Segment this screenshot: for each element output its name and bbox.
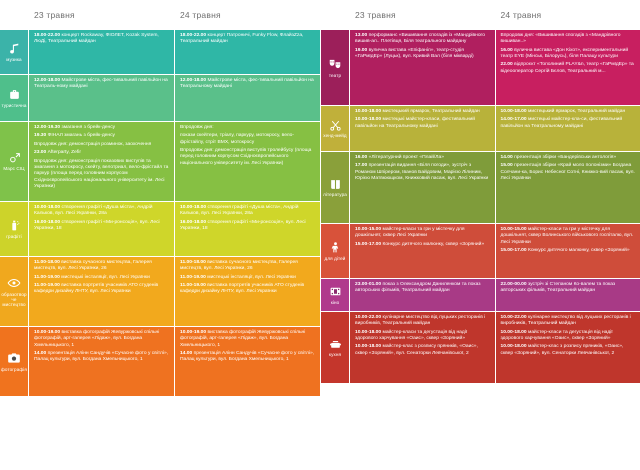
event-entry	[34, 33, 169, 46]
event-description: майстер-клас з розпису пряників, «Оаис», сквер «Зоряний», вул. Сенаторки Левчанівської, 2	[500, 344, 624, 356]
left-header-row	[0, 0, 320, 30]
event-entry	[34, 142, 169, 148]
programme-row	[0, 256, 320, 326]
programme-row	[0, 121, 320, 201]
gender-icon	[8, 152, 21, 165]
event-time: 11.00-19.00	[180, 283, 208, 289]
event-entry	[34, 275, 169, 281]
event-description: кулінарне мистецтво від луцьких ресторанів і виробників, Театральний майдан	[355, 315, 486, 327]
event-time: 14.00	[180, 350, 194, 356]
event-time: 10.00-22.00	[355, 315, 383, 320]
event-time: 16.00	[355, 155, 369, 160]
event-description: вулична вистава «Епіфаніл», театр-студія «ГаРмІдЕр» (Луцьк), вул. Кривий Вал (біля мікварді)	[355, 47, 474, 59]
event-time: 16.00-18.00	[180, 219, 208, 225]
programme-row	[321, 105, 640, 151]
event-entry	[501, 315, 636, 328]
event-time: 11.00-18.00	[180, 260, 208, 265]
programme-cell	[349, 106, 495, 151]
event-entry	[180, 351, 315, 364]
event-time: 22.00-00.00	[500, 282, 528, 287]
event-entry	[501, 282, 636, 295]
event-entry	[180, 133, 315, 146]
event-description: Майстрове міста, фес-тивальний павільйон на Театраль-ному майдані	[34, 78, 168, 90]
programme-cell	[174, 202, 320, 256]
event-time: 12.00-18.00	[34, 78, 62, 83]
programme-cell	[174, 30, 320, 74]
event-entry	[180, 220, 315, 233]
book-icon	[329, 178, 342, 191]
event-time: 10.00-22.00	[500, 315, 528, 320]
event-time: 15.00	[500, 163, 515, 169]
event-entry	[501, 33, 636, 46]
programme-cell	[349, 152, 495, 223]
category-cell-scissors	[321, 106, 349, 151]
right-header-date-1: 23 травня	[355, 10, 396, 20]
event-description: презентація Алінн Сандучів «Сучасне фото у світлі», Палац культури, вул. Богдана Хмельницького, 1	[180, 350, 315, 363]
event-time: 11.00-18.00	[34, 260, 62, 265]
programme-cell	[174, 257, 320, 326]
event-description: майстер-класи та дегустація від надії здорового харчування «Оаис», сквер «Зоряний»	[500, 329, 613, 341]
event-description: покази скейтери, тріалу, паркуру, мотокросу, вело-фрістайлу, стріт BMX, мотокросу	[180, 133, 295, 145]
event-description: створення графіті «Ми-ронсоція», вул. Лесі Українки, 18	[34, 219, 160, 231]
event-time: 18.00-22.00	[34, 33, 62, 38]
category-label: графіті	[6, 233, 22, 239]
camera-icon	[7, 351, 21, 365]
music-note-icon	[8, 42, 21, 55]
event-description: презентація видання «Біля погоди», зустріч з Романом Шпірером, Іванов Байдовим, Марією Лілиним, Юрією Матвюющком, Книжковий пасаж, вул. Лесі Українки	[355, 163, 489, 181]
event-entry	[180, 283, 315, 296]
event-entry	[501, 330, 636, 343]
event-entry	[501, 248, 636, 254]
programme-cell	[28, 75, 174, 121]
programme-cell	[28, 327, 174, 396]
event-time: 10.00-18.00	[355, 109, 383, 114]
event-entry	[355, 242, 490, 248]
event-entry	[501, 227, 636, 246]
event-entry	[34, 125, 169, 131]
event-time: 10.00-18.00	[500, 329, 528, 335]
event-description: Впродовж дня: демонстрація виступів тролейбусу (площа перед головним корпусом Східноєвропейського національного університету ім. Лесі Українки)	[180, 148, 312, 166]
category-label: кіно	[330, 299, 340, 305]
eye-icon	[7, 276, 21, 290]
spray-can-icon	[8, 219, 21, 232]
event-description: мистецький ярмарок, Театральний майдан	[382, 109, 480, 114]
left-header-date-1: 23 травня	[34, 10, 75, 20]
event-entry	[355, 227, 490, 240]
event-time: 12.00-19.30	[34, 125, 62, 130]
event-time: 10.00-18.00	[355, 344, 383, 350]
event-time: 14.00	[500, 155, 515, 160]
event-time: 10.00-18.00	[500, 109, 528, 114]
event-description: виставка сучасного мистецтва, Галерея мистецтв, вул. Лесі Українки, 26	[180, 260, 298, 272]
programme-cell	[495, 30, 640, 105]
programme-row	[321, 311, 640, 383]
event-description: мистецькі майстер-класи, фестивальний павільйон на Театральному майдані	[355, 117, 476, 129]
category-label: фотографія	[1, 366, 27, 372]
category-label: туристична	[1, 102, 27, 108]
event-description: вулична вистава «Дон Кіхот», експериментальний театр EYE (Мінськ, Білорусь), біля Палацу культури	[500, 47, 629, 59]
event-entry	[355, 315, 490, 328]
event-entry	[180, 148, 315, 167]
event-time: 16.00	[500, 47, 515, 53]
event-description: презентація збірки «Бандерівськи антологія»	[514, 155, 617, 160]
event-description: мистецький ярмарок, Театральний майдан	[527, 109, 626, 114]
event-description: майстер-клас з розпису пряників, «Оаис», сквер «Зоряний», вул. Сенаторки Левчанівської, 2	[355, 344, 478, 356]
event-description: Впродовж дня: демонстрація показових виступів та змагання з мотокросу, скейту, велотриал, вело-фрістайл та паркур (площа перед головним корпусом Східноєвропейського національного університету ім. Лесі Українки)	[34, 158, 169, 189]
programme-cell	[349, 312, 495, 383]
programme-cell	[349, 279, 495, 311]
event-entry	[34, 351, 169, 364]
event-description: відпроєкт «Тополиний PLAY&n, театр «ГаРмІдЕр» та відеооператор Сергій Бєлов, Театральний м...	[500, 62, 634, 74]
category-label: хенд-мейд	[323, 133, 347, 139]
event-description: показ з Олександром Даниленком та показ авторських фільмів, Театральний майдан	[355, 282, 481, 294]
event-description: мистецькі інсталяції, вул. Лесі Українки	[61, 274, 150, 280]
programme-row	[0, 74, 320, 121]
event-entry	[34, 283, 169, 296]
category-cell-masks	[321, 30, 349, 105]
category-cell-camera	[0, 327, 28, 396]
programme-cell	[349, 224, 495, 278]
event-entry	[34, 159, 169, 190]
right-half	[320, 0, 640, 470]
category-label: кухня	[328, 352, 342, 358]
event-description: презентація Алінн Сандучів «Сучасне фото у світлі», Палац культури, вул. Богдана Хмельницького, 1	[34, 350, 169, 363]
event-description: перформанс «Вишивання спогадів із «Мандрівного вишив-ал.. Плетівця, Біля театрального майдану	[355, 33, 485, 45]
event-entry	[355, 282, 490, 295]
programme-row	[321, 223, 640, 278]
event-description: створення графіті «Ми-ронсоція», вул. Лесі Українки, 18	[180, 219, 306, 231]
event-entry	[34, 260, 169, 273]
event-entry	[180, 33, 315, 46]
event-time: 17.00	[355, 163, 369, 169]
event-time: 18.00-22.00	[180, 33, 208, 38]
category-cell-eye	[0, 257, 28, 326]
right-rows	[321, 30, 640, 470]
event-time: 23.00	[34, 150, 48, 156]
programme-cell	[28, 257, 174, 326]
event-entry	[180, 275, 315, 281]
event-entry	[355, 155, 490, 161]
event-entry	[355, 33, 490, 46]
programme-cell	[174, 327, 320, 396]
category-label: образотворче мистецтво	[1, 291, 27, 307]
event-entry	[501, 117, 636, 130]
event-description: кулінарне мистецтво від луцьких ресторанів і виробників, Театральний майдан	[500, 315, 631, 327]
event-description: майстер-класи та гри у містечку для дошкільнят, сквер Волинського військового госпіталю, вул. Лесі Українки	[500, 227, 634, 245]
event-description: виставка портретів учасників АТО студенів кафедри дизайну ЛНТУ, вул. Лесі Українки	[34, 283, 159, 295]
event-entry	[180, 330, 315, 349]
event-description: мистецькі інсталяції, вул. Лесі Українки	[207, 274, 296, 280]
event-time: 22.00	[500, 62, 515, 68]
event-description: виставка фотографій Жевуржовські спільні фотографій, арт-галерея «Лідаж», вул. Богдана Хмельницького, 1	[180, 330, 306, 348]
right-header-date-2: 24 травня	[500, 10, 542, 20]
programme-cell	[349, 30, 495, 105]
event-description: презентація збірки «Край моло полонізми» Богдана Солчани-ка, Борис Небесної Сотні, Книжко-вий пасаж, вул. Лесі Українки	[500, 163, 635, 181]
event-time: 10.00-18.00	[34, 205, 62, 210]
category-label: музика	[6, 56, 22, 62]
event-time: 10.00-15.00	[500, 227, 528, 232]
category-cell-pot	[321, 312, 349, 383]
event-description: зустріч зі Степаном Ко-валем та показ авторських фільмів, Театральний майдан	[500, 282, 616, 294]
event-description: майстер-класи та гри у містечку для дошкільнят, сквер Лесі Українки	[355, 227, 465, 239]
category-cell-child	[321, 224, 349, 278]
event-description: Впродовж дня: демонстрація розминок, заохочення	[34, 141, 152, 147]
event-description: майстер-класи та дегустація від надії здорового харчування «Оаис», сквер «Зоряний»	[355, 329, 468, 341]
event-entry	[355, 117, 490, 130]
child-icon	[329, 241, 342, 254]
event-entry	[501, 155, 636, 161]
event-time: 10.00-19.00	[180, 330, 208, 335]
event-description: Конкурс дитячого малюнку, сквер «Зоряний»	[382, 241, 485, 247]
event-description: Впродовж дня: «Вишивання спогадів з «Мандрівного вишиван..»	[500, 33, 621, 45]
programme-row	[0, 201, 320, 256]
programme-cell	[495, 106, 640, 151]
event-entry	[180, 205, 315, 218]
category-cell-film	[321, 279, 349, 311]
pot-icon	[329, 338, 342, 351]
event-entry	[180, 78, 315, 91]
event-description: мистецькі майстер-кла-си, фестивальний павільйон на Театральному майдані	[500, 117, 623, 129]
event-description: змагання з брейк-денсу	[61, 125, 116, 130]
event-entry	[180, 260, 315, 273]
programme-cell	[495, 224, 640, 278]
film-icon	[329, 285, 342, 298]
category-cell-music-note	[0, 30, 28, 74]
event-entry	[355, 48, 490, 61]
event-time: 19.30	[34, 133, 48, 139]
event-entry	[501, 62, 636, 75]
programme-row	[321, 151, 640, 223]
programme-row	[321, 30, 640, 105]
event-time: 19.00	[355, 47, 369, 53]
programme-row	[0, 326, 320, 396]
event-description: концерт Патроничі, Funky Flow, ФлайзZza, Театральний майдан	[180, 33, 304, 45]
programme-row	[0, 30, 320, 74]
programme-cell	[174, 75, 320, 121]
masks-icon	[328, 57, 342, 71]
event-time: 12.00-18.00	[180, 78, 208, 83]
event-time: 10.00-18.00	[500, 344, 528, 350]
event-entry	[355, 163, 490, 182]
scissors-icon	[329, 119, 342, 132]
right-header-row	[321, 0, 640, 30]
event-entry	[34, 78, 169, 91]
event-time: 10.00-19.00	[34, 330, 62, 335]
event-time: 10.00-15.00	[355, 227, 383, 232]
event-entry	[34, 133, 169, 139]
event-description: створення графіті «Душа міста», Андрій Кальков, вул. Лесі Українки, 28а	[34, 205, 153, 217]
category-label: Марс СІЦ	[3, 166, 25, 172]
event-time: 14.00-17.00	[500, 117, 528, 123]
category-label: для дітей	[324, 255, 346, 261]
event-description: створення графіті «Душа міста», Андрій Кальков, вул. Лесі Українки, 28а	[180, 205, 299, 217]
left-header-date-2: 24 травня	[180, 10, 221, 20]
event-time: 15.00-17.00	[500, 247, 528, 253]
event-description: Afterparty, Zefir	[47, 150, 81, 156]
event-time: 14.00	[34, 350, 48, 356]
event-description: «Літературний проект «Плай/Ла»	[368, 155, 444, 160]
programme-cell	[495, 279, 640, 311]
event-time: 11.00-19.00	[180, 274, 208, 280]
event-entry	[355, 109, 490, 115]
event-time: 16.00-18.00	[34, 219, 62, 225]
event-time: 11.00-19.00	[34, 274, 62, 280]
category-cell-suitcase	[0, 75, 28, 121]
event-entry	[180, 125, 315, 131]
event-time: 10.00-18.00	[355, 329, 383, 335]
event-entry	[355, 344, 490, 357]
event-entry	[34, 205, 169, 218]
event-time: 13.00	[355, 33, 369, 38]
event-description: Майстрове міста, фес-тивальний павільйон на Театральному майдані	[180, 78, 314, 90]
event-description: виставка портретів учасників АТО студенів кафедри дизайну ЛНТУ, вул. Лесі Українки	[180, 283, 305, 295]
programme-cell	[495, 152, 640, 223]
event-entry	[501, 163, 636, 182]
event-entry	[501, 344, 636, 357]
event-description: концерт Rockaway, ФІОЛЕТ, Kozak System, ЛюДі, Театральний майдан	[34, 33, 159, 45]
suitcase-icon	[8, 88, 21, 101]
event-description: Конкурс дитячого малюнку, сквер «Зоряний»	[527, 247, 630, 253]
event-entry	[34, 330, 169, 349]
category-cell-book	[321, 152, 349, 223]
event-time: 10.00-18.00	[355, 117, 383, 123]
event-description: виставка фотографій Жевуржовські спільні фотографій, арт-галерея «Лідаж», вул. Богдана Хмельницького, 1	[34, 330, 160, 348]
event-time: 15.00-17.00	[355, 241, 383, 247]
event-time: 10.00-18.00	[180, 205, 208, 210]
event-entry	[501, 109, 636, 115]
category-cell-spray-can	[0, 202, 28, 256]
event-time: 11.00-19.00	[34, 283, 62, 289]
event-description: ФІНАЛ змагань з брейк-денсу	[47, 133, 115, 139]
left-rows	[0, 30, 320, 470]
event-description: виставка сучасного мистецтва, Галерея мистецтв, вул. Лесі Українки, 26	[34, 260, 152, 272]
programme-row	[321, 278, 640, 311]
event-time: 23.00-01.00	[355, 282, 383, 287]
event-entry	[355, 330, 490, 343]
programme-cell	[28, 202, 174, 256]
event-description: Впродовж дня:	[180, 125, 214, 130]
category-label: театр	[328, 72, 342, 78]
event-entry	[34, 220, 169, 233]
programme-cell	[174, 122, 320, 201]
category-label: література	[323, 192, 347, 198]
event-entry	[501, 48, 636, 61]
programme-cell	[28, 30, 174, 74]
programme-cell	[28, 122, 174, 201]
programme-cell	[495, 312, 640, 383]
event-entry	[34, 150, 169, 156]
category-cell-gender	[0, 122, 28, 201]
